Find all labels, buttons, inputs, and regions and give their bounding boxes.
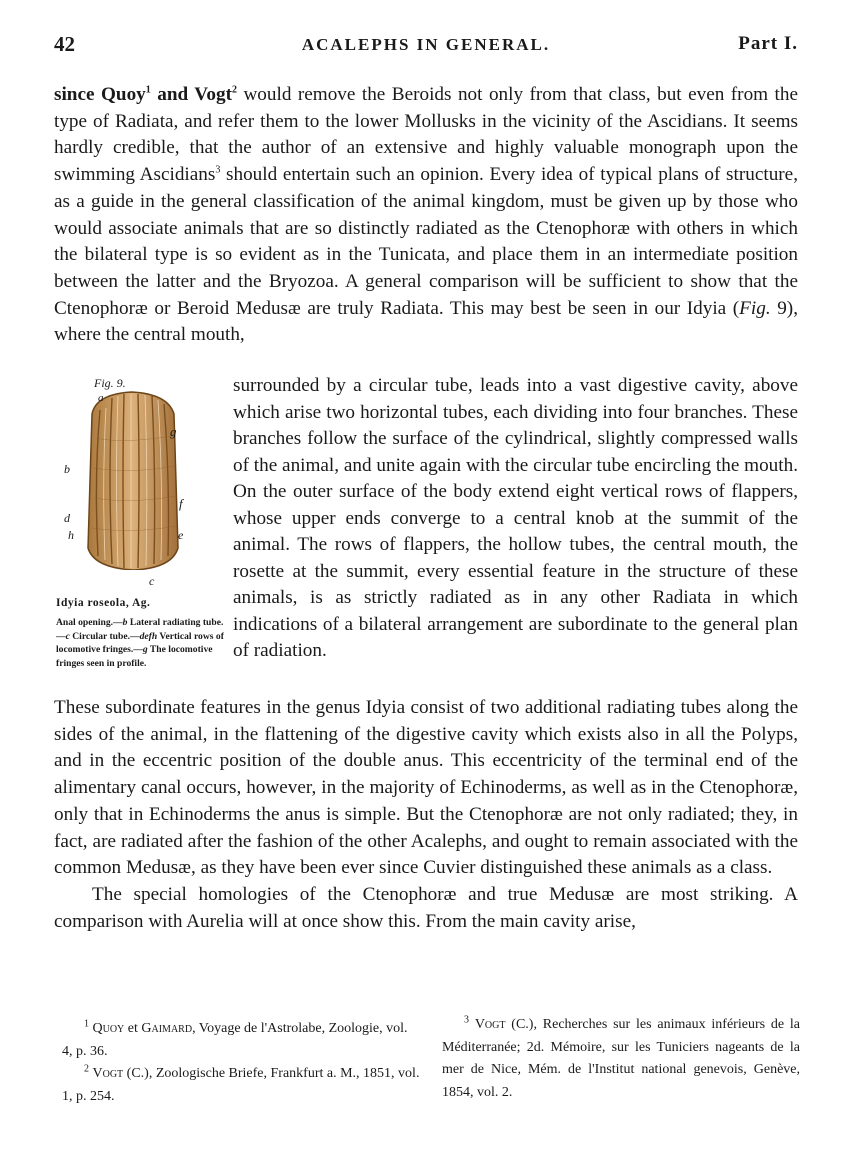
caption-part-1: Anal opening.— bbox=[56, 617, 123, 628]
footnote-2-author: Vogt bbox=[92, 1066, 124, 1081]
footnote-2-text: (C.), Zoologische Briefe, Frankfurt a. M., 1851, vol. 1, p. 254. bbox=[62, 1066, 420, 1104]
figure-caption bbox=[56, 616, 228, 670]
figure-9 bbox=[54, 376, 230, 692]
paragraph-1 bbox=[54, 82, 798, 349]
footnote-3 bbox=[442, 1014, 800, 1104]
paragraphs-lower bbox=[54, 695, 798, 935]
figure-label: Fig. 9. bbox=[94, 376, 126, 390]
fig-letter-b: b bbox=[64, 462, 70, 476]
fig-letter-g: g bbox=[170, 424, 177, 439]
footnote-1-author: Quoy bbox=[92, 1021, 125, 1036]
caption-letter-c: c bbox=[65, 630, 70, 642]
footnote-3-author: Vogt bbox=[474, 1017, 506, 1032]
caption-part-5: The locomotive fringes seen in profile. bbox=[56, 644, 213, 669]
paragraph-3: The special homologies of the Ctenophoræ and true Medusæ are most striking. A comparison with Aurelia will at once show this. From the main cavity arise, bbox=[54, 883, 798, 932]
footnote-ref-3: 3 bbox=[215, 164, 221, 176]
fig-letter-c: c bbox=[149, 574, 155, 588]
caption-part-2: Lateral radiating tube.— bbox=[56, 617, 224, 642]
running-title: ACALEPHS IN GENERAL. bbox=[301, 35, 551, 54]
footnote-2 bbox=[62, 1063, 420, 1108]
footnote-ref-2: 2 bbox=[231, 84, 237, 96]
p1-text-3: would remove the Beroids not only from that class, but even from the type of Radiata, and refer them to the lower Mollusks in the vicinity of the Ascidians. It seems hardly credible, that the author of an extensive and highly valuable monograph upon the swimming Ascidians bbox=[54, 84, 798, 186]
page-number: 42 bbox=[54, 32, 75, 56]
idyia-illustration bbox=[62, 388, 222, 570]
caption-part-4: Vertical rows of locomotive fringes.— bbox=[56, 630, 224, 656]
caption-letter-b: b bbox=[122, 617, 128, 628]
footnote-3-text: (C.), Recherches sur les animaux inférieurs de la Méditerranée; 2d. Mémoire, sur les Tuniciers nageants de la mer de Nice, Mém. de l'Institut national genevois, Genève, 1854, vol. 2. bbox=[442, 1017, 800, 1100]
caption-letter-g: g bbox=[142, 644, 148, 656]
caption-letters-defh: defh bbox=[139, 630, 158, 642]
part-label: Part I. bbox=[738, 33, 798, 54]
p1-text-1: since Quoy bbox=[54, 84, 146, 105]
wrapped-text: surrounded by a circular tube, leads into a vast digestive cavity, above which arise two horizontal tubes, each dividing into four branches. These branches follow the surface of the cylindrical, slightly compressed walls of the animal, and unite again with the circular tube encircling the mouth. On the outer surface of the body extend eight vertical rows of flappers, whose upper ends converge to a central knob at the summit of the animal. The rows of flappers, the hollow tubes, the central mouth, the rosette at the summit, every essential feature in the structure of these animals, is as strictly radiated as in any other Radiata in which indications of a bilateral arrangement are subordinate to the general plan of radiation. bbox=[233, 375, 798, 661]
caption-part-3: Circular tube.— bbox=[69, 630, 140, 642]
figure-reference: Fig. bbox=[739, 297, 771, 319]
fig-letter-a: a bbox=[98, 392, 104, 404]
footnote-1 bbox=[62, 1018, 420, 1063]
footnote-1-author2: Gaimard bbox=[141, 1021, 193, 1036]
figure-name: Idyia roseola, Ag. bbox=[56, 597, 151, 609]
footnote-2-number: 2 bbox=[84, 1063, 89, 1075]
footnotes-right bbox=[442, 1014, 800, 1104]
fig-letter-d: d bbox=[64, 511, 70, 525]
p1-text-2: and Vogt bbox=[150, 84, 232, 105]
p1-text-4: should entertain such an opinion. Every idea of typical plans of structure, as a guide in the general classification of the animal kingdom, must be given up by those who would associate animals that are so distinctly radiated as the Ctenophoræ with others in which the bilateral type is so evident as in the Tunicata, and place them in an intermediate position between the latter and the Bryozoa. A general comparison will be sufficient to show that the Ctenophoræ or Beroid Medusæ are truly Radiata. This may best be seen in our Idyia ( bbox=[54, 164, 798, 319]
footnote-3-number: 3 bbox=[464, 1014, 469, 1026]
running-header bbox=[54, 32, 798, 60]
footnotes-left bbox=[62, 1018, 420, 1108]
footnote-1-text: , Voyage de l'Astrolabe, Zoologie, vol. 4, p. 36. bbox=[62, 1021, 408, 1059]
fig-letter-e: e bbox=[178, 528, 184, 542]
paragraph-2: These subordinate features in the genus Idyia consist of two additional radiating tubes along the sides of the animal, in the flattening of the digestive cavity which exists also in all the Polyps, and in the eccentric position of the double anus. This eccentricity of the terminal end of the alimentary canal occurs, however, in the majority of Echinoderms, as well as in the Ctenophoræ, only that in Echinoderms the anus is simple. But the Ctenophoræ are not only radiated; they, in fact, are radiated after the fashion of the other Acalephs, and ought to remain associated with the common Medusæ, as they have been ever since Cuvier distinguished these animals as a class. bbox=[54, 697, 798, 879]
footnote-1-et: et bbox=[124, 1021, 142, 1036]
footnote-1-number: 1 bbox=[84, 1018, 89, 1030]
fig-letter-h: h bbox=[68, 528, 74, 542]
footnote-ref-1: 1 bbox=[145, 84, 151, 96]
fig-letter-f: f bbox=[179, 496, 183, 511]
p1-text-5: 9), where the central mouth, bbox=[54, 297, 798, 346]
